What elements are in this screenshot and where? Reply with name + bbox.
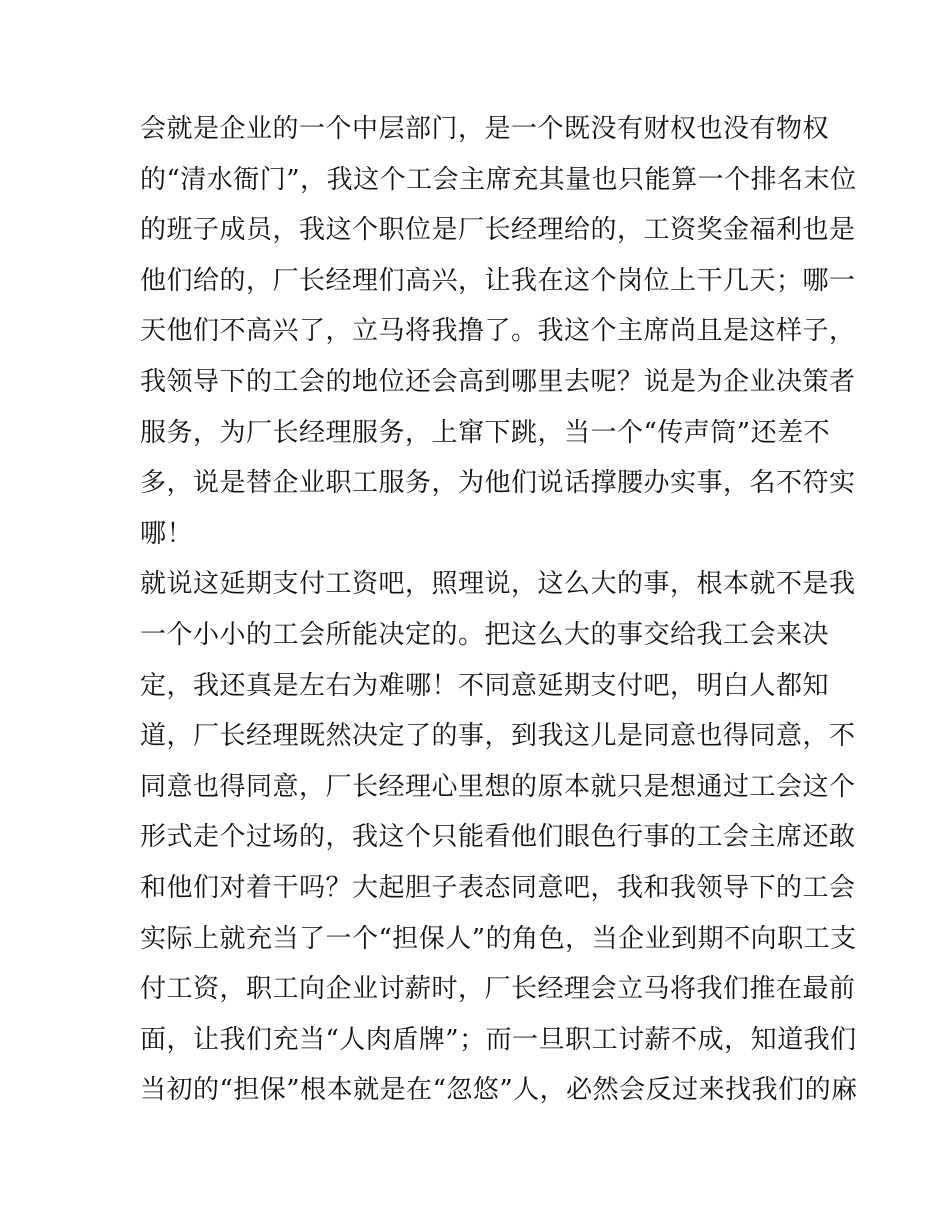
text-line: 哪！ <box>140 518 194 549</box>
text-line: 就说这延期支付工资吧，照理说，这么大的事，根本就不是我 <box>140 569 856 600</box>
text-line: 面，让我们充当“人肉盾牌”；而一旦职工讨薪不成，知道我们 <box>140 1024 857 1055</box>
text-line: 天他们不高兴了，立马将我撸了。我这个主席尚且是这样子， <box>140 316 856 347</box>
text-line: 他们给的，厂长经理们高兴，让我在这个岗位上干几天；哪一 <box>140 265 856 296</box>
text-line: 形式走个过场的，我这个只能看他们眼色行事的工会主席还敢 <box>140 822 856 853</box>
text-line: 的班子成员，我这个职位是厂长经理给的，工资奖金福利也是 <box>140 215 856 246</box>
text-line: 道，厂长经理既然决定了的事，到我这儿是同意也得同意，不 <box>140 721 856 752</box>
text-line: 同意也得同意，厂长经理心里想的原本就只是想通过工会这个 <box>140 771 856 802</box>
text-line: 服务，为厂长经理服务，上窜下跳，当一个“传声筒”还差不 <box>140 417 831 448</box>
text-line: 的“清水衙门”，我这个工会主席充其量也只能算一个排名末位 <box>140 164 857 195</box>
text-line: 当初的“担保”根本就是在“忽悠”人，必然会反过来找我们的麻 <box>140 1075 858 1106</box>
text-line: 付工资，职工向企业讨薪时，厂长经理会立马将我们推在最前 <box>140 974 856 1005</box>
text-line: 会就是企业的一个中层部门，是一个既没有财权也没有物权 <box>140 114 830 144</box>
text-line: 实际上就充当了一个“担保人”的角色，当企业到期不向职工支 <box>140 923 857 954</box>
body-text <box>140 104 858 1116</box>
text-line: 一个小小的工会所能决定的。把这么大的事交给我工会来决 <box>140 619 830 650</box>
text-line: 和他们对着干吗？大起胆子表态同意吧，我和我领导下的工会 <box>140 872 856 903</box>
text-line: 我领导下的工会的地位还会高到哪里去呢？说是为企业决策者 <box>140 366 856 397</box>
text-line: 多，说是替企业职工服务，为他们说话撑腰办实事，名不符实 <box>140 468 856 499</box>
text-line: 定，我还真是左右为难哪！不同意延期支付吧，明白人都知 <box>140 670 830 701</box>
